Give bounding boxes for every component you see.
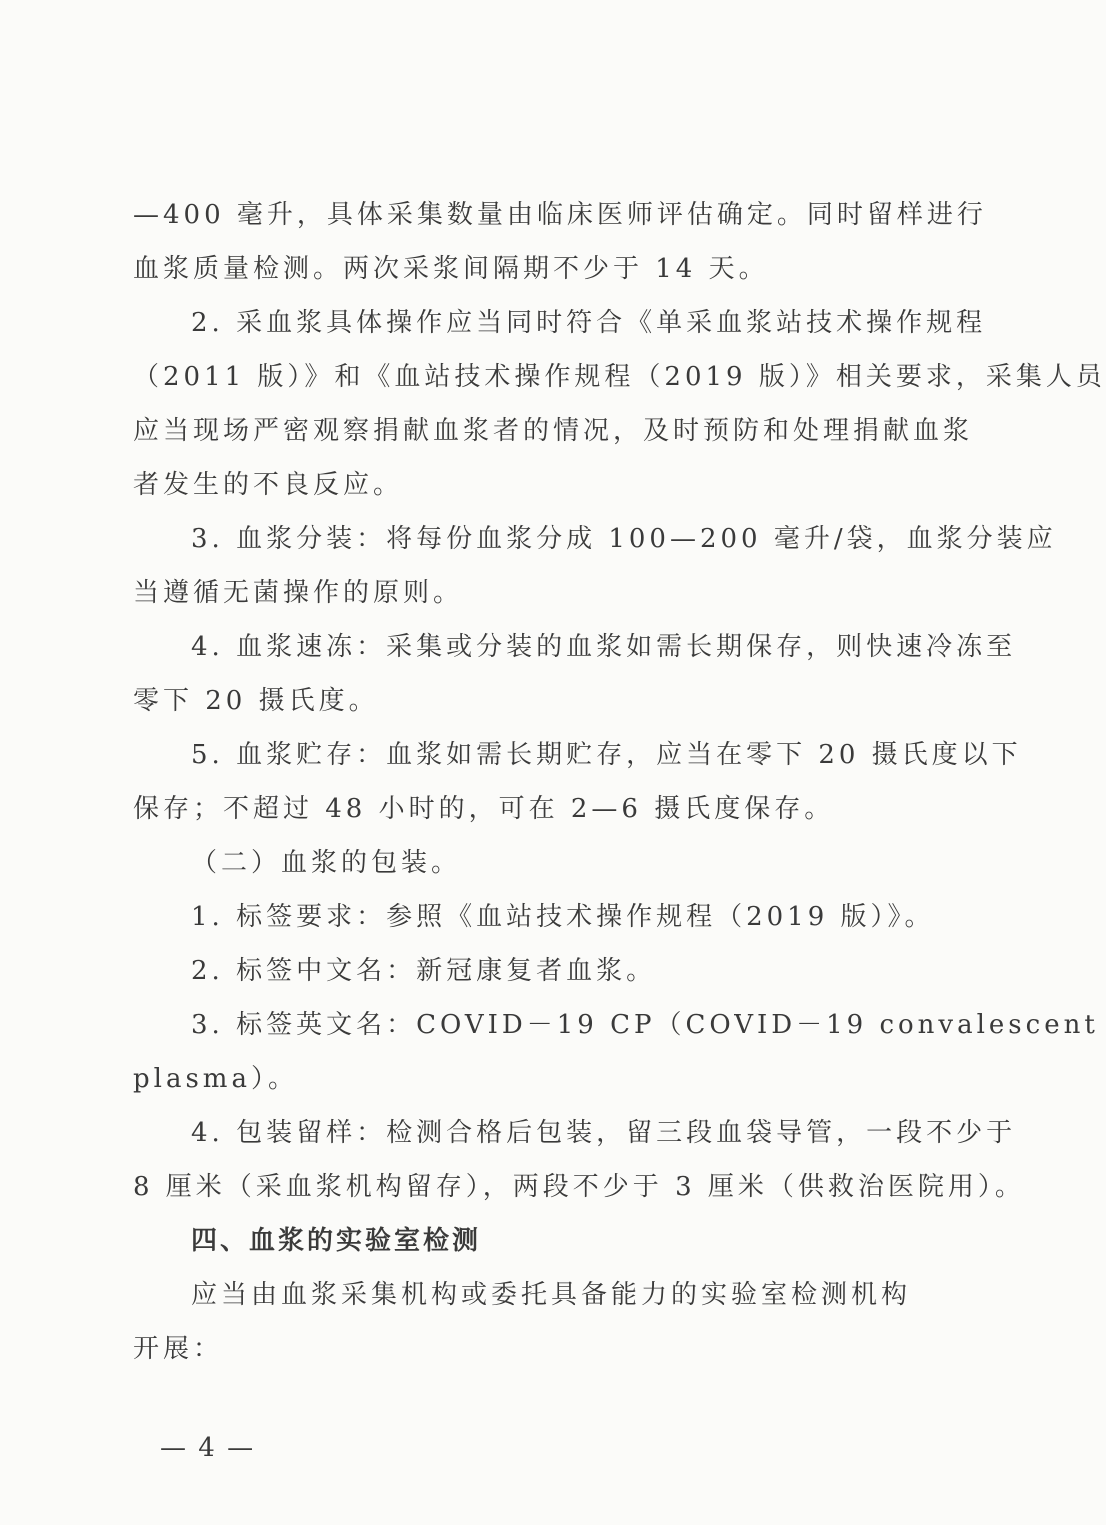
text-line: 3. 血浆分装：将每份血浆分成 100—200 毫升/袋，血浆分装应	[191, 524, 1057, 554]
text-line: 2. 标签中文名：新冠康复者血浆。	[191, 956, 657, 986]
text-line: 3. 标签英文名：COVID－19 CP（COVID－19 convalescent	[191, 1010, 1099, 1040]
text-line: 血浆质量检测。两次采浆间隔期不少于 14 天。	[133, 254, 769, 284]
document-body	[133, 188, 1106, 1376]
subsection-heading: （二）血浆的包装。	[191, 848, 462, 878]
text-line: 4. 包装留样：检测合格后包装，留三段血袋导管，一段不少于	[191, 1118, 1017, 1148]
text-line: plasma）。	[133, 1064, 298, 1094]
page-number: — 4 —	[160, 1433, 256, 1463]
text-line: —400 毫升，具体采集数量由临床医师评估确定。同时留样进行	[133, 200, 987, 230]
text-line: （2011 版）》和《血站技术操作规程（2019 版）》相关要求，采集人员	[133, 362, 1106, 392]
text-line: 5. 血浆贮存：血浆如需长期贮存，应当在零下 20 摄氏度以下	[191, 740, 1022, 770]
text-line: 1. 标签要求：参照《血站技术操作规程（2019 版）》。	[191, 902, 935, 932]
text-line: 零下 20 摄氏度。	[133, 686, 379, 716]
text-line: 8 厘米（采血浆机构留存），两段不少于 3 厘米（供救治医院用）。	[133, 1172, 1025, 1202]
text-line: 4. 血浆速冻：采集或分装的血浆如需长期保存，则快速冷冻至	[191, 632, 1017, 662]
text-line: 开展：	[133, 1334, 224, 1364]
text-line: 应当现场严密观察捐献血浆者的情况，及时预防和处理捐献血浆	[133, 416, 974, 446]
text-line: 保存；不超过 48 小时的，可在 2—6 摄氏度保存。	[133, 794, 835, 824]
text-line: 2. 采血浆具体操作应当同时符合《单采血浆站技术操作规程	[191, 308, 987, 338]
text-line: 当遵循无菌操作的原则。	[133, 578, 464, 608]
section-heading: 四、血浆的实验室检测	[191, 1226, 482, 1256]
text-line: 应当由血浆采集机构或委托具备能力的实验室检测机构	[191, 1280, 912, 1310]
text-line: 者发生的不良反应。	[133, 470, 404, 500]
